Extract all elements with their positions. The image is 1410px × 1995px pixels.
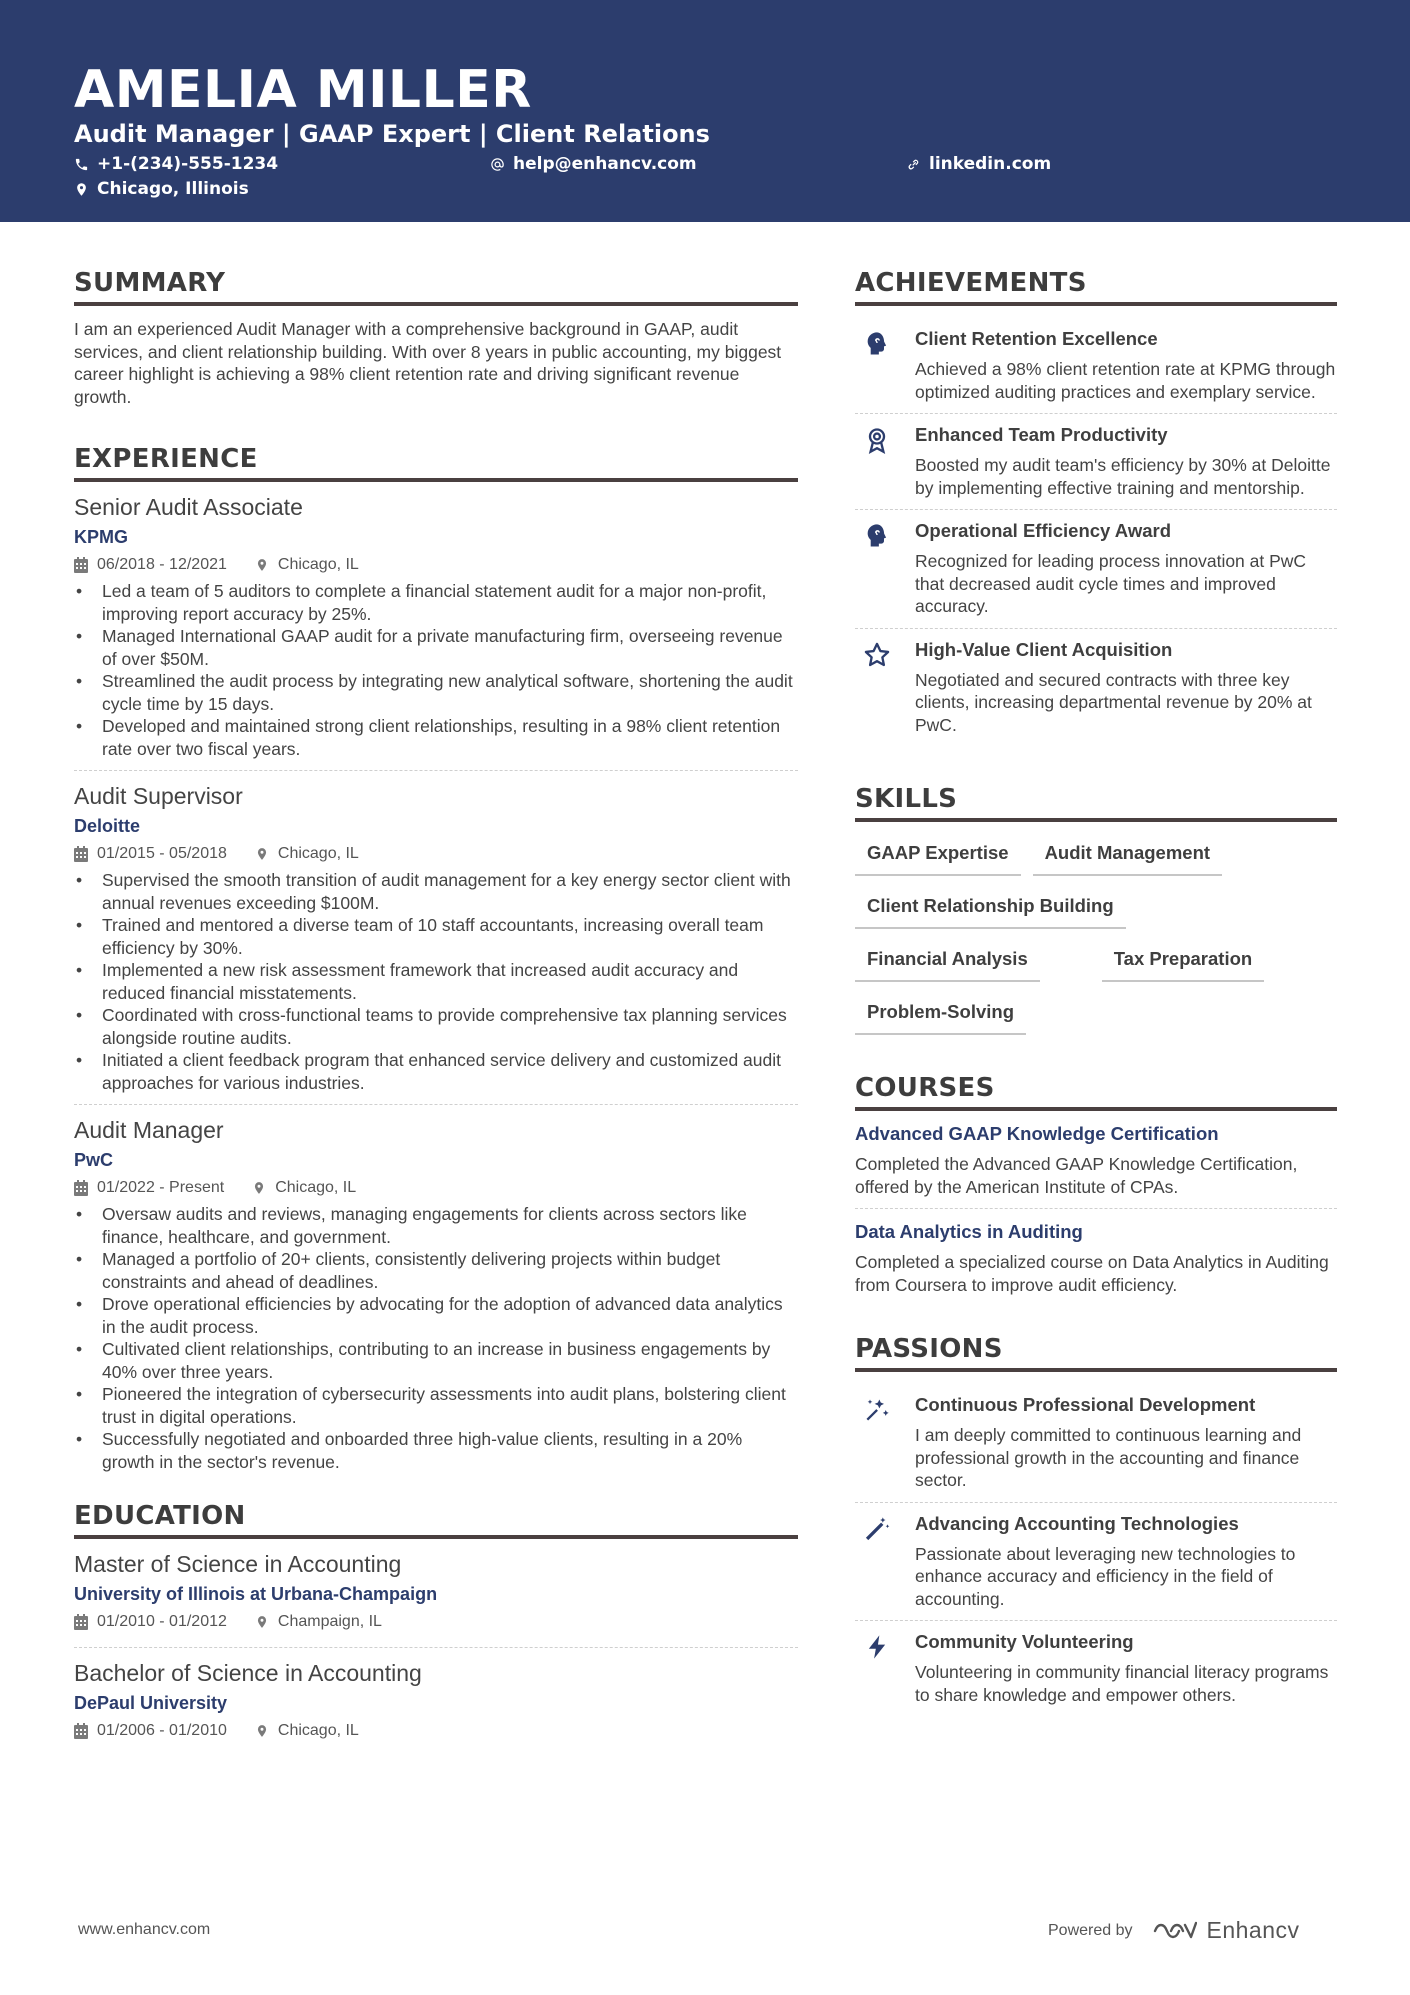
bullet-item: • Streamlined the audit process by integrating new analytical software, shortening the audit cycle time by 15 days. (74, 670, 798, 715)
degree: Master of Science in Accounting (74, 1551, 402, 1577)
skill-tag: Client Relationship Building (855, 895, 1126, 929)
passions-heading: PASSIONS (855, 1334, 1337, 1372)
tools-icon (863, 1396, 891, 1424)
bullet-item: • Implemented a new risk assessment framework that increased audit accuracy and reduced financial misstatements. (74, 959, 798, 1004)
achievement-desc: Recognized for leading process innovation at PwC that decreased audit cycle times and improved accuracy. (915, 551, 1307, 616)
experience-section (74, 444, 798, 1483)
skill-tag: Audit Management (1033, 842, 1222, 876)
location-pin-icon (255, 1723, 269, 1739)
award-icon (863, 426, 891, 454)
left-column (74, 268, 798, 1768)
skills-heading: SKILLS (855, 784, 1337, 822)
bullet-item: • Led a team of 5 auditors to complete a financial statement audit for a major non-profit, improving report accuracy by 25%. (74, 580, 798, 625)
education-entry (74, 1660, 798, 1756)
job-company: PwC (74, 1150, 114, 1170)
linkedin-text: linkedin.com (929, 154, 1052, 174)
bullet-item: • Trained and mentored a diverse team of 10 staff accountants, increasing overall team efficiency by 30%. (74, 914, 798, 959)
education-section (74, 1501, 798, 1756)
job-location-text: Chicago, IL (275, 1179, 357, 1196)
calendar-icon (74, 1614, 88, 1630)
job-company: Deloitte (74, 816, 141, 836)
degree: Bachelor of Science in Accounting (74, 1660, 422, 1686)
at-icon (490, 157, 505, 172)
bullet-item: • Developed and maintained strong client relationships, resulting in a 98% client retention rate over two fiscal years. (74, 715, 798, 760)
achievement-desc: Achieved a 98% client retention rate at KPMG through optimized auditing practices and exemplary service. (915, 359, 1336, 402)
footer-website[interactable]: www.enhancv.com (78, 1921, 211, 1938)
courses-section (855, 1073, 1337, 1306)
bullet-item: • Managed International GAAP audit for a private manufacturing firm, overseeing revenue of over $50M. (74, 625, 798, 670)
job-dates (74, 845, 227, 863)
passion-item (855, 1621, 1337, 1716)
candidate-name: AMELIA MILLER (74, 60, 532, 120)
achievement-item (855, 510, 1337, 629)
calendar-icon (74, 1180, 88, 1196)
brand-name: Enhancv (1206, 1917, 1300, 1943)
job-meta (74, 845, 798, 863)
education-location-text: Champaign, IL (277, 1613, 382, 1630)
job-location-text: Chicago, IL (277, 845, 359, 862)
job-dates-text: 01/2022 - Present (97, 1179, 225, 1196)
skill-tag: Financial Analysis (855, 948, 1040, 982)
contact-phone[interactable] (74, 154, 278, 174)
bullet-item: • Drove operational efficiencies by advocating for the adoption of advanced data analytics in the audit process. (74, 1293, 798, 1338)
passion-desc: I am deeply committed to continuous learning and professional growth in the accounting and finance sector. (915, 1425, 1302, 1490)
passion-item (855, 1503, 1337, 1622)
achievement-desc: Boosted my audit team's efficiency by 30% at Deloitte by implementing effective training and mentorship. (915, 455, 1331, 498)
job-dates-text: 06/2018 - 12/2021 (97, 556, 227, 573)
bullet-item: • Pioneered the integration of cybersecurity assessments into audit plans, bolstering client trust in digital operations. (74, 1383, 798, 1428)
passion-desc: Volunteering in community financial literacy programs to share knowledge and empower others. (915, 1662, 1329, 1705)
course-item (855, 1123, 1337, 1209)
phone-text: +1-(234)-555-1234 (97, 154, 279, 174)
course-item (855, 1221, 1337, 1306)
education-dates (74, 1613, 227, 1631)
job-dates-text: 01/2015 - 05/2018 (97, 845, 227, 862)
job-location (252, 1179, 356, 1197)
achievement-item (855, 318, 1337, 414)
skill-tag: GAAP Expertise (855, 842, 1021, 876)
achievements-heading: ACHIEVEMENTS (855, 268, 1337, 306)
location-pin-icon (255, 1614, 269, 1630)
bullet-item: • Supervised the smooth transition of audit management for a key energy sector client with annual revenues exceeding $100M. (74, 869, 798, 914)
job-title: Audit Manager (74, 1117, 224, 1143)
achievement-desc: Negotiated and secured contracts with three key clients, increasing departmental revenue by 20% at PwC. (915, 669, 1312, 735)
summary-heading: SUMMARY (74, 268, 798, 306)
education-meta (74, 1613, 798, 1631)
passion-title: Advancing Accounting Technologies (915, 1512, 1239, 1534)
job-company: KPMG (74, 527, 128, 547)
bullet-item: • Initiated a client feedback program that enhanced service delivery and customized audit approaches for various industries. (74, 1049, 798, 1094)
brand-logo[interactable] (1151, 1917, 1300, 1944)
job-bullets (74, 580, 798, 760)
enhancv-logo-icon (1151, 1919, 1197, 1943)
skill-tag: Problem-Solving (855, 1001, 1026, 1035)
school: University of Illinois at Urbana-Champaign (74, 1584, 438, 1604)
achievement-title: Client Retention Excellence (915, 328, 1158, 349)
job-entry (74, 783, 798, 1105)
education-location-text: Chicago, IL (277, 1722, 359, 1739)
head-icon (863, 522, 891, 550)
passion-item (855, 1384, 1337, 1503)
head-icon (863, 330, 891, 358)
education-location (255, 1613, 382, 1631)
achievement-title: High-Value Client Acquisition (915, 638, 1173, 660)
job-dates (74, 556, 227, 574)
job-entry (74, 494, 798, 771)
calendar-icon (74, 1723, 88, 1739)
education-entry (74, 1551, 798, 1648)
course-title: Advanced GAAP Knowledge Certification (855, 1123, 1219, 1144)
job-meta (74, 1179, 798, 1197)
education-dates-text: 01/2006 - 01/2010 (97, 1722, 227, 1739)
star-icon (863, 641, 891, 669)
location-pin-icon (74, 182, 89, 197)
calendar-icon (74, 557, 88, 573)
location-pin-icon (255, 846, 269, 862)
job-dates (74, 1179, 224, 1197)
education-dates-text: 01/2010 - 01/2012 (97, 1613, 227, 1630)
bullet-item: • Managed a portfolio of 20+ clients, consistently delivering projects within budget constraints and ahead of deadlines. (74, 1248, 798, 1293)
achievement-title: Operational Efficiency Award (915, 520, 1171, 541)
location-text: Chicago, Illinois (97, 179, 249, 199)
education-meta (74, 1722, 798, 1740)
job-title: Audit Supervisor (74, 783, 243, 809)
summary-text: I am an experienced Audit Manager with a comprehensive background in GAAP, audit services, and client relationship building. With over 8 years in public accounting, my biggest career highlight is achieving a 98% client retention rate and driving significant revenue growth. (74, 319, 782, 407)
email-text: help@enhancv.com (513, 154, 697, 174)
contact-location (74, 179, 249, 199)
candidate-tagline: Audit Manager | GAAP Expert | Client Relations (74, 120, 710, 148)
bullet-item: • Cultivated client relationships, contributing to an increase in business engagements by 40% over three years. (74, 1338, 798, 1383)
courses-heading: COURSES (855, 1073, 1337, 1111)
passion-title: Community Volunteering (915, 1631, 1134, 1652)
achievement-item (855, 414, 1337, 510)
job-location (255, 556, 359, 574)
education-location (255, 1722, 359, 1740)
job-location-text: Chicago, IL (277, 556, 359, 573)
calendar-icon (74, 846, 88, 862)
footer-branding (1048, 1917, 1300, 1944)
achievement-item (855, 629, 1337, 747)
passion-title: Continuous Professional Development (915, 1394, 1256, 1415)
location-pin-icon (255, 557, 269, 573)
course-desc: Completed the Advanced GAAP Knowledge Certification, offered by the American Institute of CPAs. (855, 1154, 1298, 1197)
contact-email[interactable] (490, 154, 697, 174)
job-location (255, 845, 359, 863)
achievements-section (855, 268, 1337, 746)
school: DePaul University (74, 1693, 228, 1713)
skills-list (855, 842, 1337, 1035)
bullet-item: • Oversaw audits and reviews, managing engagements for clients across sectors like finance, healthcare, and government. (74, 1203, 798, 1248)
bullet-item: • Coordinated with cross-functional teams to provide comprehensive tax planning services alongside routine audits. (74, 1004, 798, 1049)
bullet-item: • Successfully negotiated and onboarded three high-value clients, resulting in a 20% growth in the sector's revenue. (74, 1428, 798, 1473)
passions-section (855, 1334, 1337, 1716)
course-desc: Completed a specialized course on Data Analytics in Auditing from Coursera to improve audit efficiency. (855, 1252, 1329, 1295)
passion-desc: Passionate about leveraging new technologies to enhance accuracy and efficiency in the field of accounting. (915, 1543, 1296, 1609)
location-pin-icon (252, 1180, 266, 1196)
education-dates (74, 1722, 227, 1740)
education-heading: EDUCATION (74, 1501, 798, 1539)
contact-linkedin[interactable] (906, 154, 1051, 174)
magic-wand-icon (863, 1515, 891, 1543)
experience-heading: EXPERIENCE (74, 444, 798, 482)
job-bullets (74, 1203, 798, 1473)
job-title: Senior Audit Associate (74, 494, 303, 520)
right-column (855, 268, 1337, 1716)
job-bullets (74, 869, 798, 1094)
skills-section (855, 784, 1337, 1035)
job-meta (74, 556, 798, 574)
phone-icon (74, 157, 89, 172)
skill-tag: Tax Preparation (1102, 948, 1264, 982)
bolt-icon (863, 1633, 891, 1661)
job-entry (74, 1117, 798, 1483)
link-icon (906, 157, 921, 172)
powered-by-label: Powered by (1048, 1921, 1133, 1939)
summary-section (74, 268, 798, 408)
achievement-title: Enhanced Team Productivity (915, 424, 1168, 445)
course-title: Data Analytics in Auditing (855, 1221, 1083, 1242)
resume-header (0, 0, 1410, 222)
